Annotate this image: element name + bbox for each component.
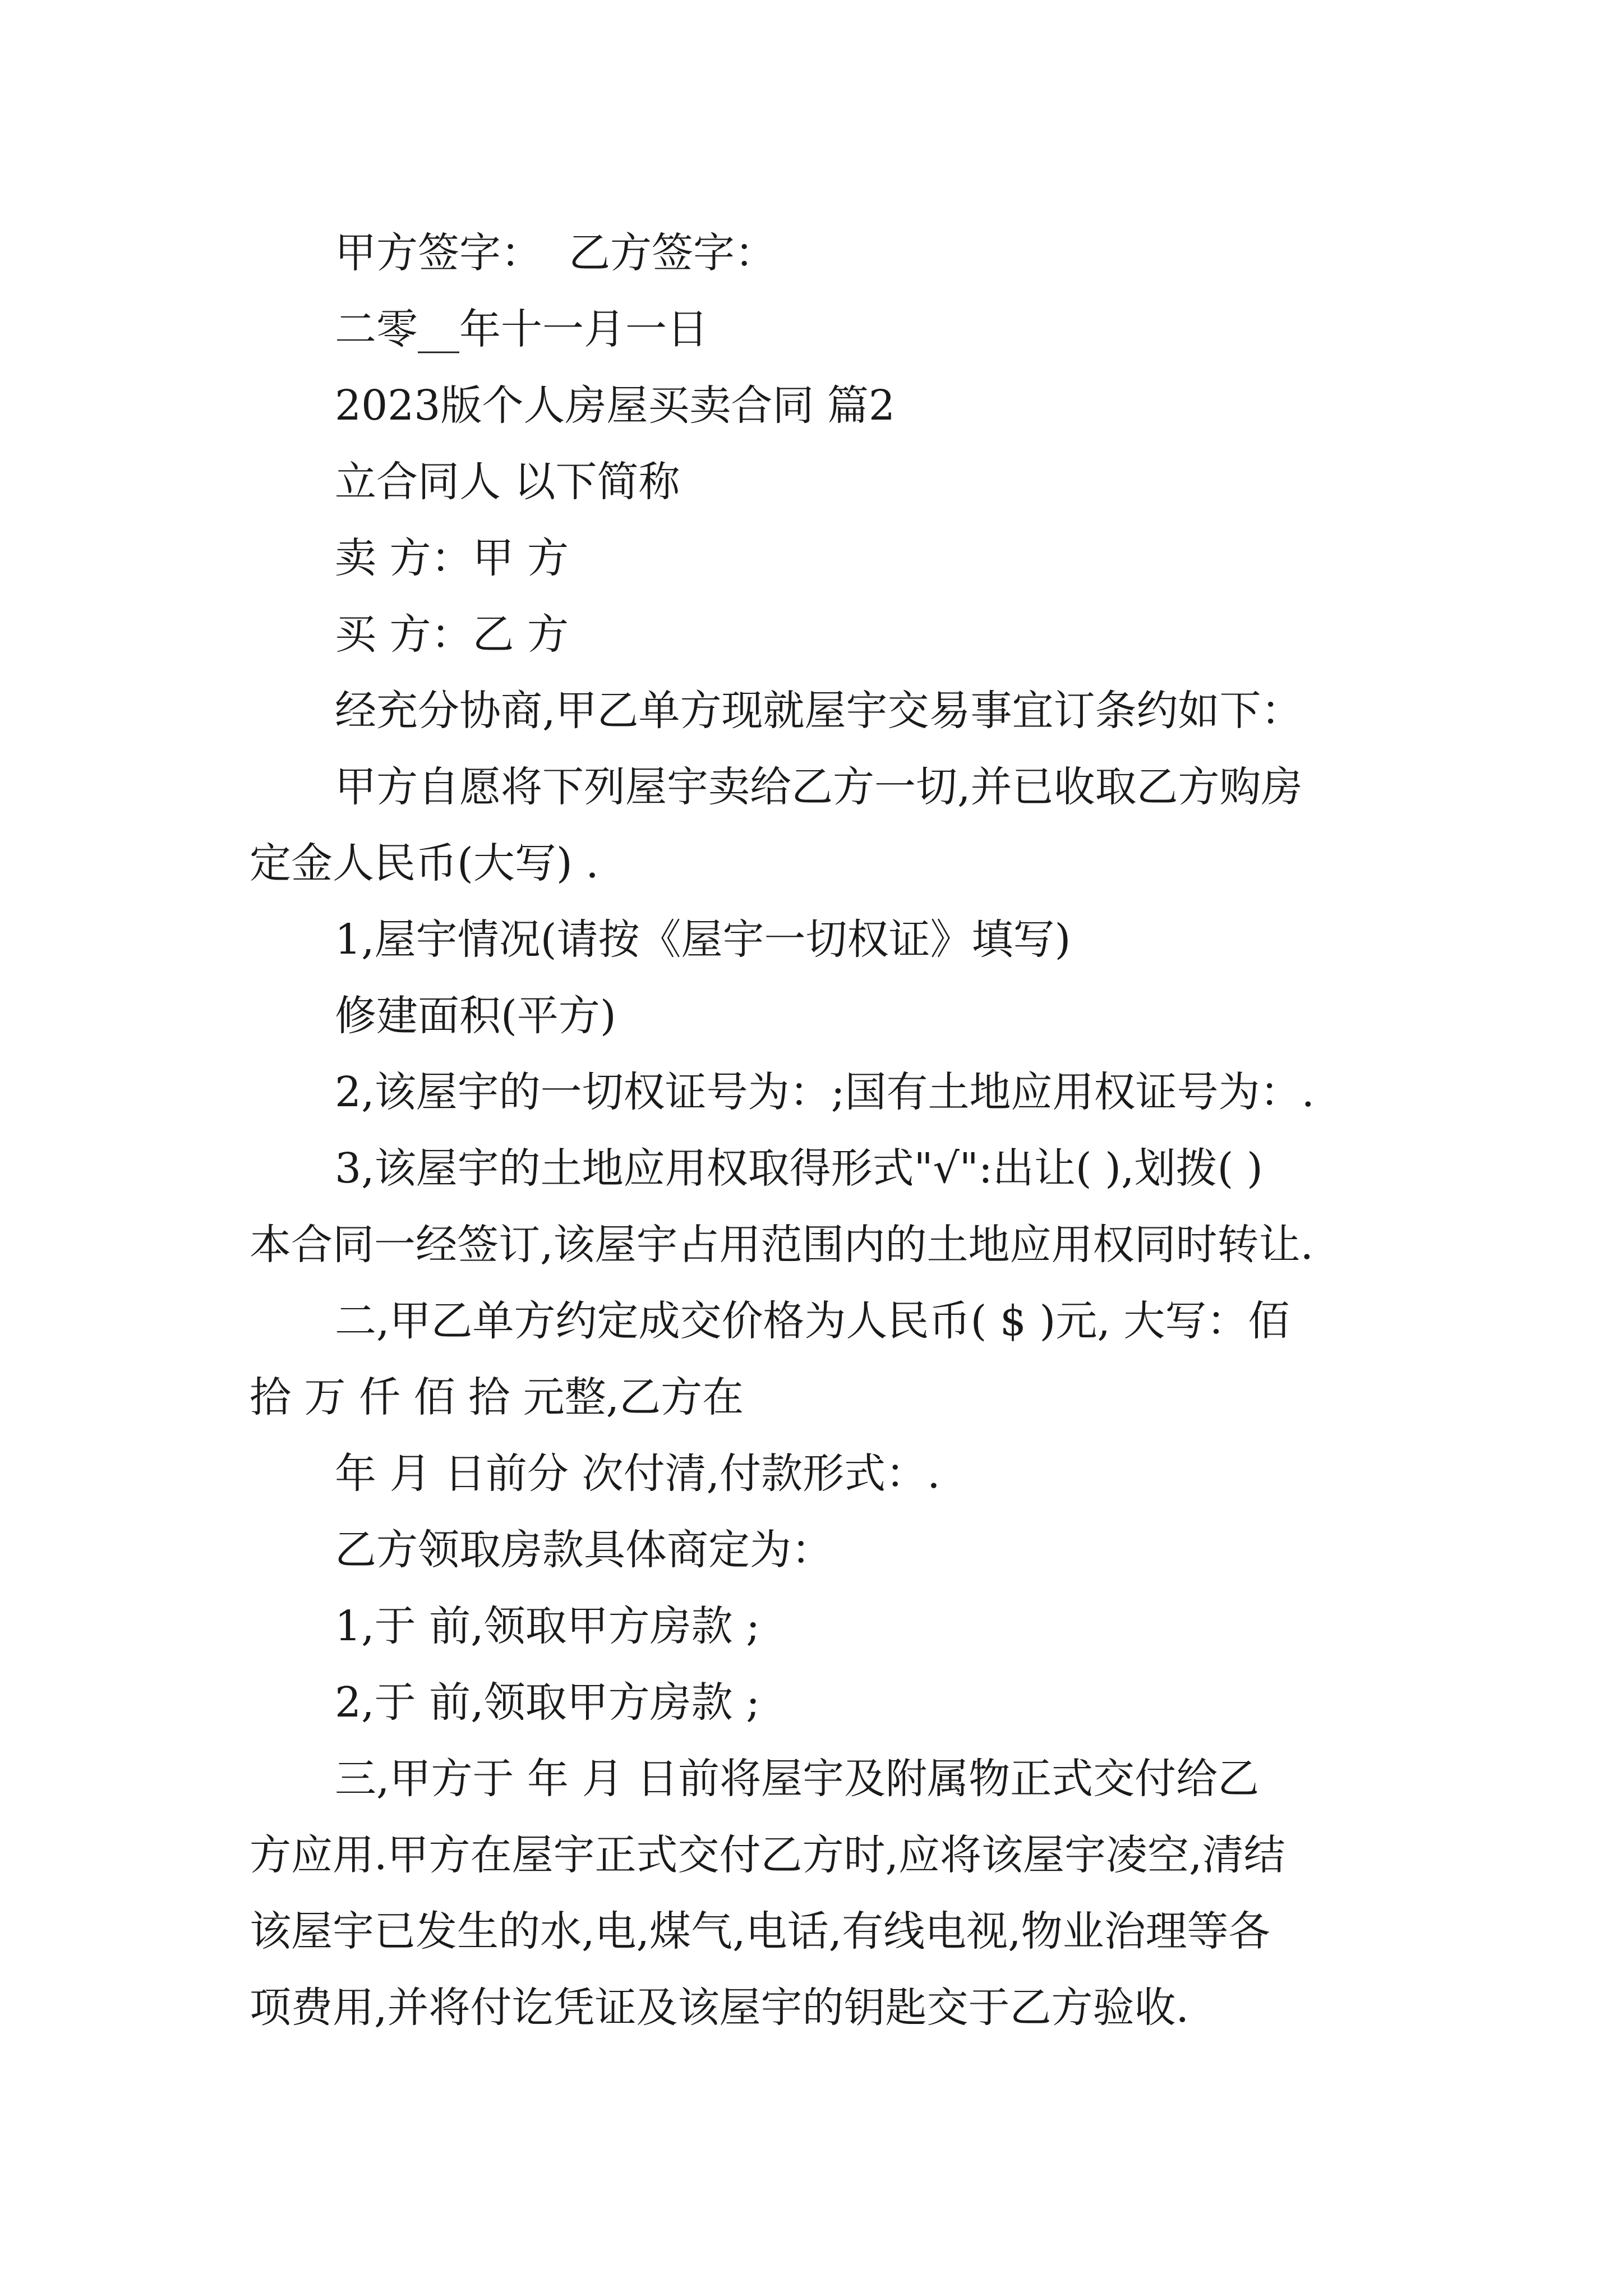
contract-body [250,215,1399,2046]
signature-line: 甲方签字： 乙方签字： [335,229,777,277]
price-clause-line: 二,甲乙单方约定成交价格为人民币( $ )元, 大写：佰 [335,1297,1290,1345]
payment-item: 2,于 前,领取甲方房款 ; [335,1678,760,1727]
price-clause-line: 拾 万 仟 佰 拾 元整,乙方在 [250,1373,744,1421]
delivery-clause-line: 项费用,并将付讫凭证及该屋宇的钥匙交于乙方验收. [250,1984,1189,2032]
delivery-clause-line: 方应用.甲方在屋宇正式交付乙方时,应将该屋宇凌空,清结 [250,1831,1285,1879]
clause-line: 2,该屋宇的一切权证号为：;国有土地应用权证号为：. [335,1068,1315,1116]
payment-item: 1,于 前,领取甲方房款 ; [335,1602,760,1650]
payment-line: 乙方领取房款具体商定为： [335,1526,833,1574]
section-title: 2023版个人房屋买卖合同 篇2 [335,381,895,430]
agreement-intro: 经充分协商,甲乙单方现就屋宇交易事宜订条约如下： [335,687,1303,735]
paragraph-line: 定金人民币(大写) . [250,839,599,887]
seller-line: 卖 方：甲 方 [335,534,569,582]
date-line: 二零__年十一月一日 [335,305,708,353]
clause-line: 1,屋宇情况(请按《屋宇一切权证》填写) [335,915,1071,964]
buyer-line: 买 方：乙 方 [335,610,569,659]
parties-intro: 立合同人 以下简称 [335,458,680,506]
clause-line: 修建面积(平方) [335,992,616,1040]
clause-line: 3,该屋宇的土地应用权取得形式"√":出让( ),划拨( ) [335,1144,1263,1193]
clause-line: 本合同一经签订,该屋宇占用范围内的土地应用权同时转让. [250,1221,1314,1269]
paragraph-line: 甲方自愿将下列屋宇卖给乙方一切,并已收取乙方购房 [335,763,1303,811]
delivery-clause-line: 该屋宇已发生的水,电,煤气,电话,有线电视,物业治理等各 [250,1907,1270,1955]
delivery-clause-line: 三,甲方于 年 月 日前将屋宇及附属物正式交付给乙 [335,1755,1260,1803]
payment-line: 年 月 日前分 次付清,付款形式：. [335,1450,940,1498]
